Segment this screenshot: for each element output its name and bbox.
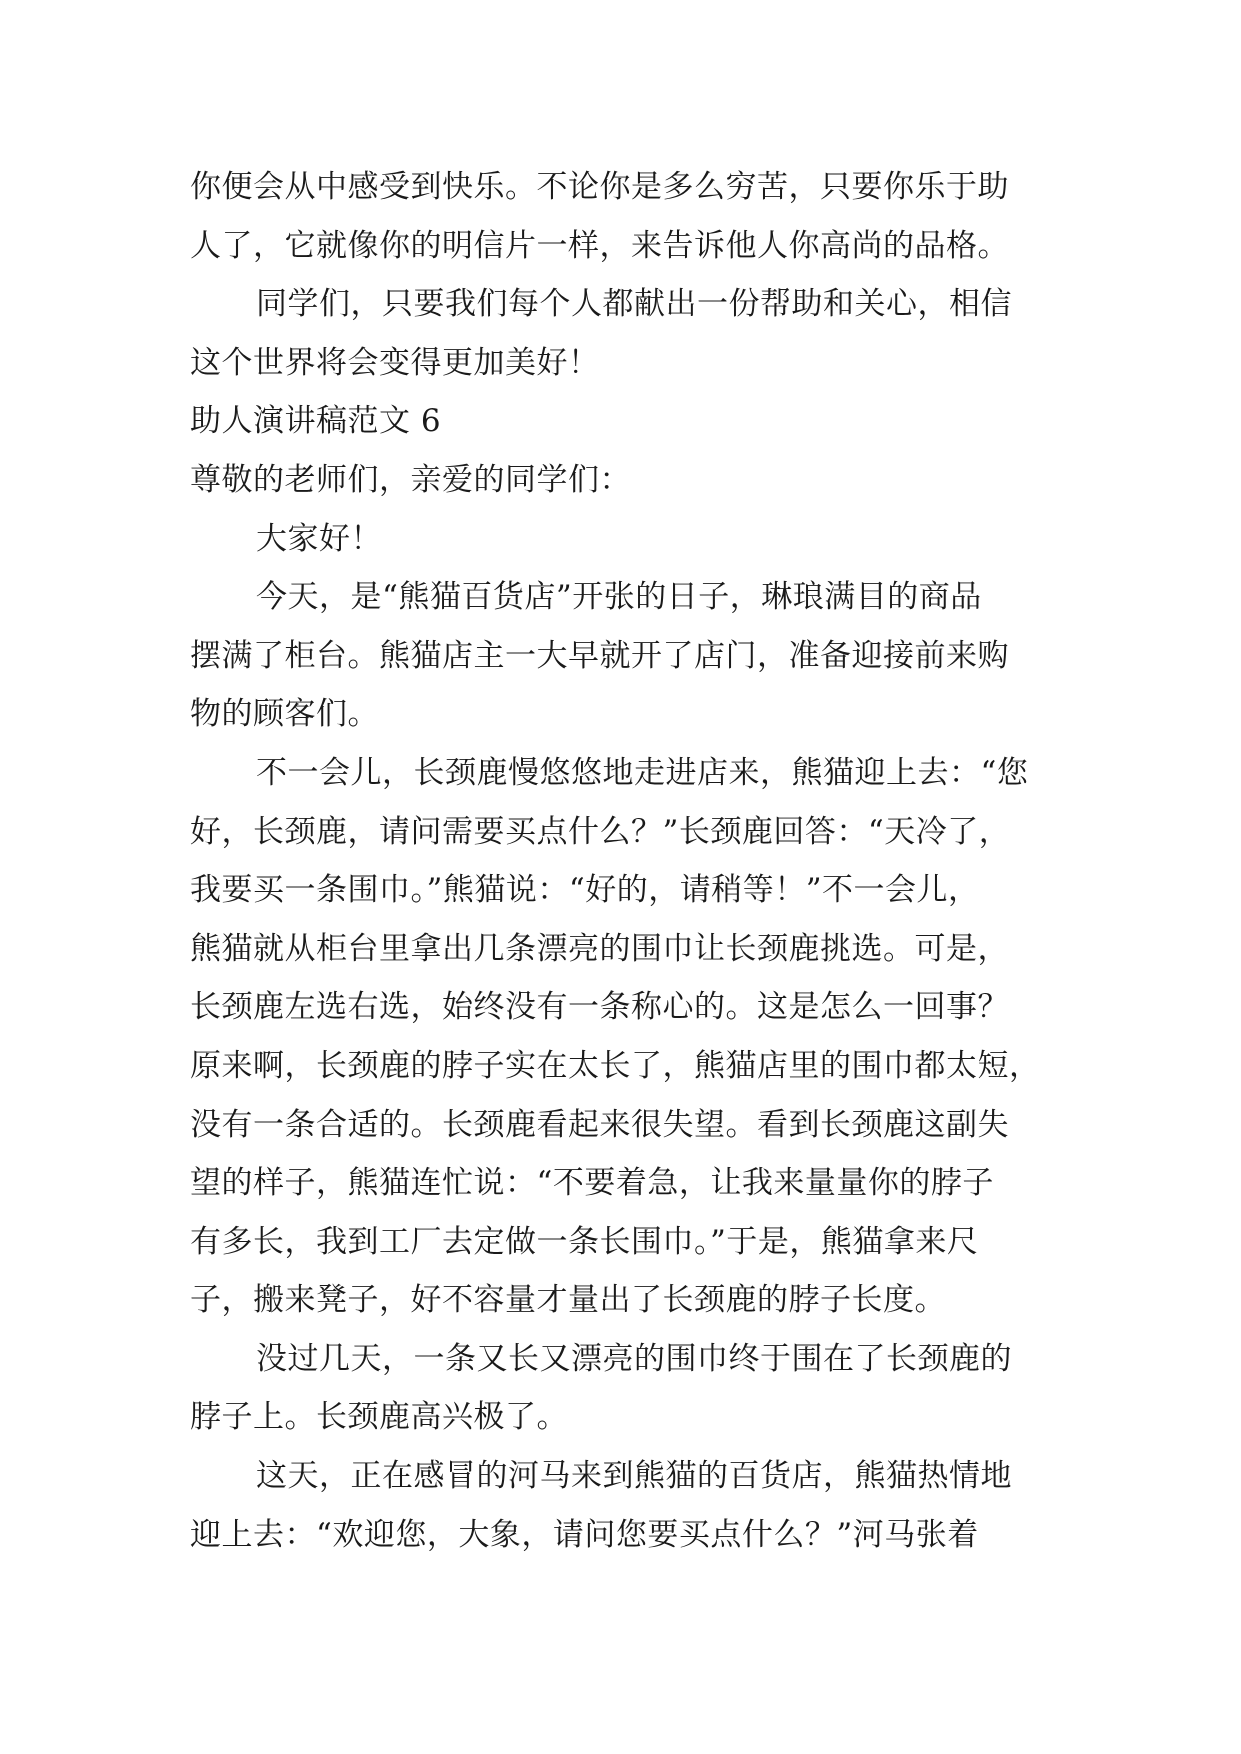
text-line: 不一会儿，长颈鹿慢悠悠地走进店来，熊猫迎上去：“您 — [256, 754, 1029, 791]
text-line: 人了，它就像你的明信片一样，来告诉他人你高尚的品格。 — [190, 227, 1009, 264]
text-line: 物的顾客们。 — [190, 696, 379, 733]
text-line: 大家好！ — [256, 520, 382, 557]
text-line: 熊猫就从柜台里拿出几条漂亮的围巾让长颈鹿挑选。可是， — [190, 930, 1009, 967]
text-line: 同学们，只要我们每个人都献出一份帮助和关心，相信 — [256, 286, 1012, 323]
text-line: 好，长颈鹿，请问需要买点什么？”长颈鹿回答：“天冷了， — [190, 813, 1011, 850]
text-line: 这天，正在感冒的河马来到熊猫的百货店，熊猫热情地 — [256, 1458, 1012, 1495]
text-line: 你便会从中感受到快乐。不论你是多么穷苦，只要你乐于助 — [190, 169, 1009, 205]
text-line: 有多长，我到工厂去定做一条长围巾。”于是，熊猫拿来尺 — [190, 1223, 979, 1260]
text-line: 没有一条合适的。长颈鹿看起来很失望。看到长颈鹿这副失 — [190, 1106, 1009, 1143]
text-line: 摆满了柜台。熊猫店主一大早就开了店门，准备迎接前来购 — [190, 637, 1009, 674]
text-line: 尊敬的老师们，亲爱的同学们： — [190, 461, 631, 498]
text-line: 迎上去：“欢迎您，大象，请问您要买点什么？”河马张着 — [190, 1516, 979, 1553]
text-line: 望的样子，熊猫连忙说：“不要着急，让我来量量你的脖子 — [190, 1165, 994, 1202]
text-line: 脖子上。长颈鹿高兴极了。 — [190, 1399, 568, 1436]
text-line: 这个世界将会变得更加美好！ — [190, 344, 600, 381]
text-line: 子，搬来凳子，好不容量才量出了长颈鹿的脖子长度。 — [190, 1282, 946, 1319]
text-line: 原来啊，长颈鹿的脖子实在太长了，熊猫店里的围巾都太短， — [190, 1047, 1041, 1084]
text-line: 长颈鹿左选右选，始终没有一条称心的。这是怎么一回事？ — [190, 989, 1009, 1026]
text-line: 我要买一条围巾。”熊猫说：“好的，请稍等！”不一会儿， — [190, 872, 980, 909]
text-line: 今天，是“熊猫百货店”开张的日子，琳琅满目的商品 — [256, 579, 982, 616]
section-heading: 助人演讲稿范文 6 — [190, 403, 442, 440]
text-line: 没过几天，一条又长又漂亮的围巾终于围在了长颈鹿的 — [256, 1340, 1012, 1377]
document-body — [190, 158, 1060, 1564]
